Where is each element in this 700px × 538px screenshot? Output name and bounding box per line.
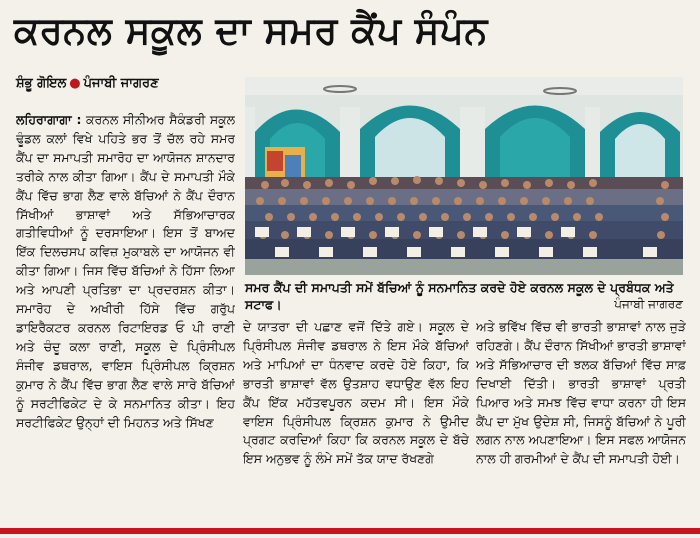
school-group-photo (245, 77, 683, 275)
article-column-1 (16, 111, 235, 525)
column-1-text: ਕਰਨਲ ਸੀਨੀਅਰ ਸੈਕੰਡਰੀ ਸਕੂਲ ਢੂੰਡਲ ਕਲਾਂ ਵਿਖੇ ਪਹਿਤੇ ਭਰ ਤੋਂ ਚੱਲ ਰਹੇ ਸਮਰ ਕੈਂਪ ਦਾ ਸਮਾਪਤੀ ਸਮਾਰੋਹ ਦਾ ਆਯੋਜਨ ਸ਼ਾਨਦਾਰ ਤਰੀਕੇ ਨਾਲ ਕੀਤਾ ਗਿਆ। ਕੈਂਪ ਦੇ ਸਮਾਪਤੀ ਮੌਕੇ ਕੈਂਪ ਵਿੱਚ ਭਾਗ ਲੈਣ ਵਾਲੇ ਬੱਚਿਆਂ ਨੇ ਕੈਂਪ ਦੌਰਾਨ ਸਿੱਖੀਆਂ ਭਾਸ਼ਾਵਾਂ ਅਤੇ ਸੱਭਿਆਚਾਰਕ ਗਤੀਵਿਧੀਆਂ ਨੂੰ ਦਰਸਾਇਆ। ਇਸ ਤੋਂ ਬਾਅਦ ਇੱਕ ਦਿਲਚਸਪ ਕਵਿਜ਼ ਮੁਕਾਬਲੇ ਦਾ ਆਯੋਜਨ ਵੀ ਕੀਤਾ ਗਿਆ। ਜਿਸ ਵਿੱਚ ਬੱਚਿਆਂ ਨੇ ਹਿੱਸਾ ਲਿਆ ਅਤੇ ਆਪਣੀ ਪ੍ਰਤਿਭਾ ਦਾ ਪ੍ਰਦਰਸ਼ਨ ਕੀਤਾ। ਸਮਾਰੋਹ ਦੇ ਅਖੀਰੀ ਹਿੱਸੇ ਵਿੱਚ ਗਰੁੱਪ ਡਾਇਰੈਕਟਰ ਕਰਨਲ ਰਿਟਾਇਰਡ ਓ ਪੀ ਰਾਣੀ ਅਤੇ ਚੰਦੂ ਕਲਾ ਰਾਣੀ, ਸਕੂਲ ਦੇ ਪ੍ਰਿੰਸੀਪਲ ਸੰਜੀਵ ਡਥਰਾਲ, ਵਾਇਸ ਪ੍ਰਿੰਸੀਪਲ ਕ੍ਰਿਸ਼ਨ ਕੁਮਾਰ ਨੇ ਕੈਂਪ ਵਿੱਚ ਭਾਗ ਲੈਣ ਵਾਲੇ ਸਾਰੇ ਬੱਚਿਆਂ ਨੂੰ ਸਰਟੀਫਿਕੇਟ ਦੇ ਕੇ ਸਨਮਾਨਿਤ ਕੀਤਾ। ਇਹ ਸਰਟੀਫਿਕੇਟ ਉਨ੍ਹਾਂ ਦੀ ਮਿਹਨਤ ਅਤੇ ਸਿੱਖਣ (16, 112, 235, 430)
column-3-text: ਅਤੇ ਭਵਿੱਖ ਵਿੱਚ ਵੀ ਭਾਰਤੀ ਭਾਸ਼ਾਵਾਂ ਨਾਲ ਜੁੜੇ ਰਹਿਣਗੇ। ਕੈਂਪ ਦੌਰਾਨ ਸਿੱਖੀਆਂ ਭਾਰਤੀ ਭਾਸ਼ਾਵਾਂ ਅਤੇ ਸੱਭਿਆਚਾਰ ਦੀ ਝਲਕ ਬੱਚਿਆਂ ਵਿੱਚ ਸਾਫ਼ ਦਿਖਾਈ ਦਿੱਤੀ। ਭਾਰਤੀ ਭਾਸ਼ਾਵਾਂ ਪ੍ਰਤੀ ਪਿਆਰ ਅਤੇ ਸਮਝ ਵਿੱਚ ਵਾਧਾ ਕਰਨਾ ਹੀ ਇਸ ਕੈਂਪ ਦਾ ਮੁੱਖ ਉਦੇਸ਼ ਸੀ, ਜਿਸਨੂੰ ਬੱਚਿਆਂ ਨੇ ਪੂਰੀ ਲਗਨ ਨਾਲ ਅਪਣਾਇਆ। ਇਸ ਸਫਲ ਆਯੋਜਨ ਨਾਲ ਹੀ ਗਰਮੀਆਂ ਦੇ ਕੈਂਪ ਦੀ ਸਮਾਪਤੀ ਹੋਈ। (476, 319, 686, 467)
news-photo (245, 77, 683, 275)
article-column-2 (243, 318, 469, 528)
article-column-3 (476, 318, 686, 528)
byline (16, 76, 159, 91)
photo-caption (245, 279, 685, 313)
reporter-name: ਸ਼ੰਭੂ ਗੋਇਲ (16, 76, 67, 91)
photo-caption-text: ਸਮਰ ਕੈਂਪ ਦੀ ਸਮਾਪਤੀ ਸਮੇਂ ਬੱਚਿਆਂ ਨੂੰ ਸਨਮਾਨਿਤ ਕਰਦੇ ਹੋਏ ਕਰਨਲ ਸਕੂਲ ਦੇ ਪ੍ਰਬੰਧਕ ਅਤੇ ਸਟਾਫ। (245, 280, 674, 312)
article-headline: ਕਰਨਲ ਸਕੂਲ ਦਾ ਸਮਰ ਕੈਂਪ ਸੰਪੰਨ (14, 9, 488, 52)
byline-separator-dot: ● (69, 76, 81, 91)
photo-credit: ਪੰਜਾਬੀ ਜਾਗਰਣ (614, 297, 683, 311)
column-2-text: ਦੇ ਯਾਤਰਾ ਦੀ ਪਛਾਣ ਵਜੋਂ ਦਿੱਤੇ ਗਏ। ਸਕੂਲ ਦੇ ਪ੍ਰਿੰਸੀਪਲ ਸੰਜੀਵ ਡਥਰਾਲ ਨੇ ਇਸ ਮੌਕੇ ਬੱਚਿਆਂ ਅਤੇ ਮਾਪਿਆਂ ਦਾ ਧੰਨਵਾਦ ਕਰਦੇ ਹੋਏ ਕਿਹਾ, ਕਿ ਭਾਰਤੀ ਭਾਸ਼ਾਵਾਂ ਵੱਲ ਉਤਸ਼ਾਹ ਵਧਾਉਣ ਵੱਲ ਇਹ ਕੈਂਪ ਇੱਕ ਮਹੱਤਵਪੂਰਨ ਕਦਮ ਸੀ। ਇਸ ਮੌਕੇ ਵਾਇਸ ਪ੍ਰਿੰਸੀਪਲ ਕ੍ਰਿਸ਼ਨ ਕੁਮਾਰ ਨੇ ਉਮੀਦ ਪ੍ਰਗਟ ਕਰਦਿਆਂ ਕਿਹਾ ਕਿ ਕਰਨਲ ਸਕੂਲ ਦੇ ਬੱਚੇ ਇਸ ਅਨੁਭਵ ਨੂੰ ਲੰਮੇ ਸਮੇਂ ਤੱਕ ਯਾਦ ਰੱਖਣਗੇ (243, 319, 469, 467)
dateline: ਲਹਿਰਾਗਾਗਾ : (16, 112, 82, 127)
bottom-red-rule (0, 528, 700, 534)
publication-name: ਪੰਜਾਬੀ ਜਾਗਰਣ (83, 76, 159, 91)
